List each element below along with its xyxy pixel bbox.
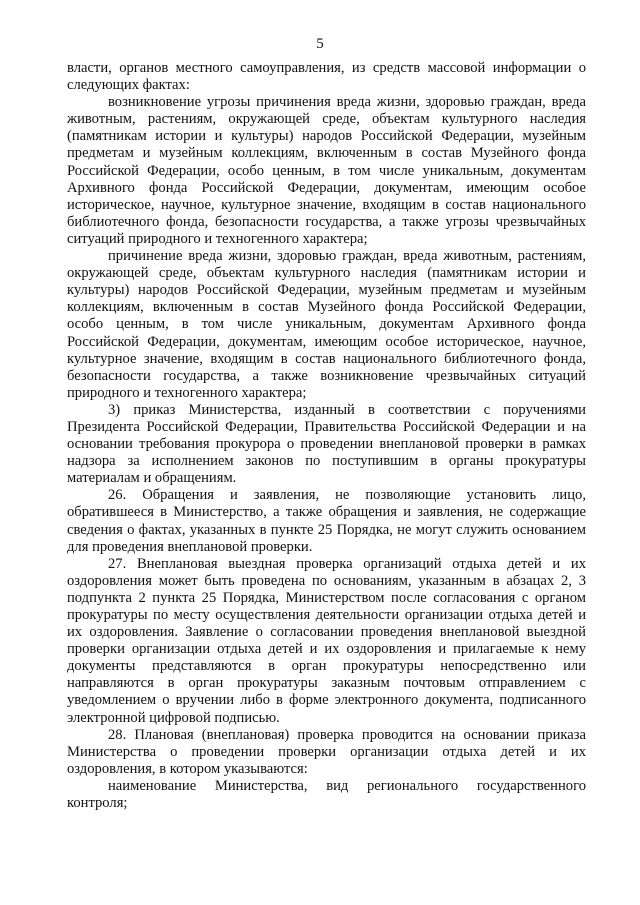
paragraph-threat-of-harm: возникновение угрозы причинения вреда жизни, здоровью граждан, вреда животным, растениям, окружающей среде, объектам культурного наследия (памятникам истории и культуры) народов Российской Федерации, музейным предметам и музейным коллекциям, включенным в состав Музейного фонда Российской Федерации, особо ценным, в том числе уникальным, документам Архивного фонда Российской Федерации, документам, имеющим особое историческое, научное, культурное значение, входящим в состав национального библиотечного фонда, безопасности государства, а также угрозы чрезвычайных ситуаций природного и техногенного характера; [67,94,586,247]
document-body [67,60,586,812]
paragraph-26: 26. Обращения и заявления, не позволяющие установить лицо, обратившееся в Министерство, а также обращения и заявления, не содержащие сведения о фактах, указанных в пункте 25 Порядка, не могут служить основанием для проведения внеплановой проверки. [67,487,586,555]
page-number: 5 [316,36,324,52]
paragraph-ministry-name: наименование Министерства, вид регионального государственного контроля; [67,777,586,812]
paragraph-28: 28. Плановая (внеплановая) проверка проводится на основании приказа Министерства о проведении проверки организации отдыха детей и их оздоровления, в котором указываются: [67,726,586,777]
paragraph-harm-caused: причинение вреда жизни, здоровью граждан, вреда животным, растениям, окружающей среде, объектам культурного наследия (памятникам истории и культуры) народов Российской Федерации, музейным предметам и музейным коллекциям, включенным в состав Музейного фонда Российской Федерации, особо ценным, в том числе уникальным, документам Архивного фонда Российской Федерации, документам, имеющим особое историческое, научное, культурное значение, входящим в состав национального библиотечного фонда, безопасности государства, а также возникновение чрезвычайных ситуаций природного и техногенного характера; [67,248,586,401]
paragraph-27: 27. Внеплановая выездная проверка организаций отдыха детей и их оздоровления может быть проведена по основаниям, указанным в абзацах 2, 3 подпункта 2 пункта 25 Порядка, Министерством после согласования с органом прокуратуры по месту осуществления деятельности организации отдыха детей и их оздоровления. Заявление о согласовании проведения внеплановой выездной проверки организации отдыха детей и их оздоровления и прилагаемые к нему документы представляются в орган прокуратуры непосредственно или направляются в орган прокуратуры заказным почтовым отправлением с уведомлением о вручении либо в форме электронного документа, подписанного электронной цифровой подписью. [67,555,586,726]
paragraph-item-3: 3) приказ Министерства, изданный в соответствии с поручениями Президента Российской Федерации, Правительства Российской Федерации и на основании требования прокурора о проведении внеплановой проверки в рамках надзора за исполнением законов по поступившим в органы прокуратуры материалам и обращениям. [67,401,586,487]
paragraph-intro-continuation: власти, органов местного самоуправления, из средств массовой информации о следующих фактах: [67,60,586,94]
